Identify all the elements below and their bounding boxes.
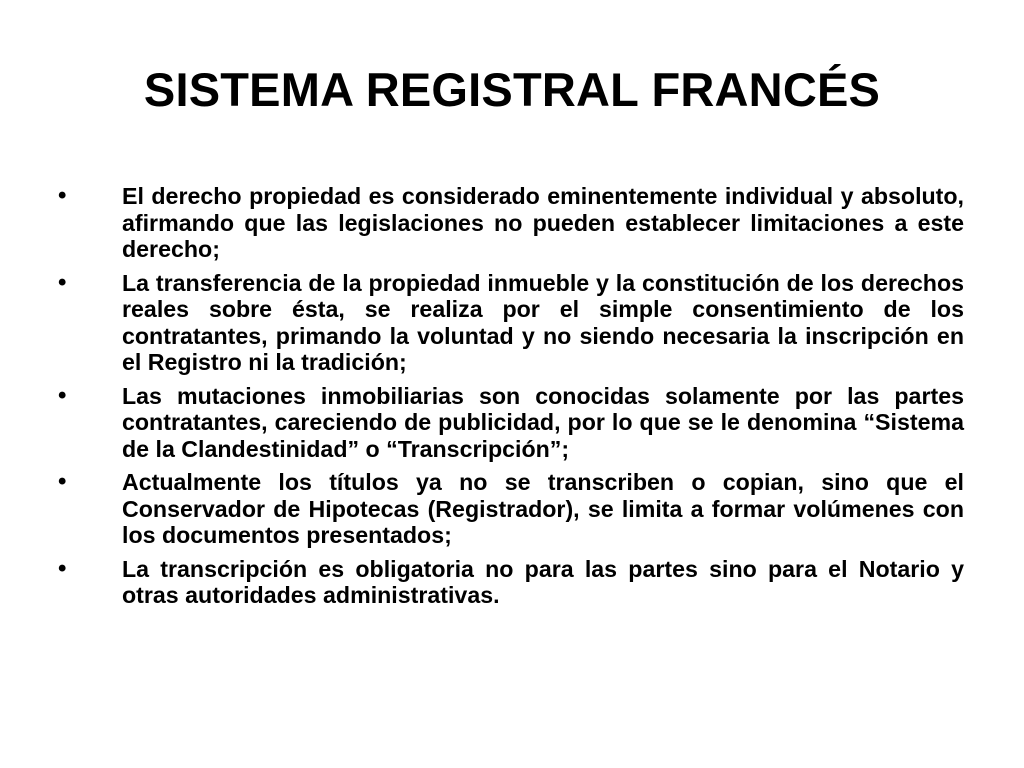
bullet-text-5: La transcripción es obligatoria no para las partes sino para el Notario y otras autoridades administrativas. (122, 555, 964, 608)
bullet-dot-icon: • (58, 554, 67, 582)
bullet-dot-icon: • (58, 268, 67, 296)
bullet-item-4 (58, 469, 964, 549)
bullet-item-5 (58, 556, 964, 609)
bullet-text-4: Actualmente los títulos ya no se transcriben o copian, sino que el Conservador de Hipotecas (Registrador), se limita a formar volúmenes con los documentos presentados; (122, 469, 964, 548)
slide-title: SISTEMA REGISTRAL FRANCÉS (143, 63, 881, 116)
bullet-dot-icon: • (58, 381, 67, 409)
bullet-dot-icon: • (58, 182, 67, 209)
bullet-text-3: Las mutaciones inmobiliarias son conocidas solamente por las partes contratantes, careciendo de publicidad, por lo que se le denomina “Sistema de la Clandestinidad” o “Transcripción”; (122, 382, 964, 462)
bullet-item-3 (58, 383, 964, 463)
bullet-text-2: La transferencia de la propiedad inmueble y la constitución de los derechos reales sobre ésta, se realiza por el simple consentimiento de los contratantes, primando la voluntad y no siendo necesaria la inscripción en el Registro ni la tradición; (122, 269, 964, 375)
bullet-list (58, 183, 964, 616)
bullet-text-1: El derecho propiedad es considerado eminentemente individual y absoluto, afirmando que las legislaciones no pueden establecer limitaciones a este derecho; (122, 183, 964, 262)
bullet-item-2 (58, 270, 964, 376)
bullet-item-1 (58, 183, 964, 263)
bullet-dot-icon: • (58, 468, 67, 495)
